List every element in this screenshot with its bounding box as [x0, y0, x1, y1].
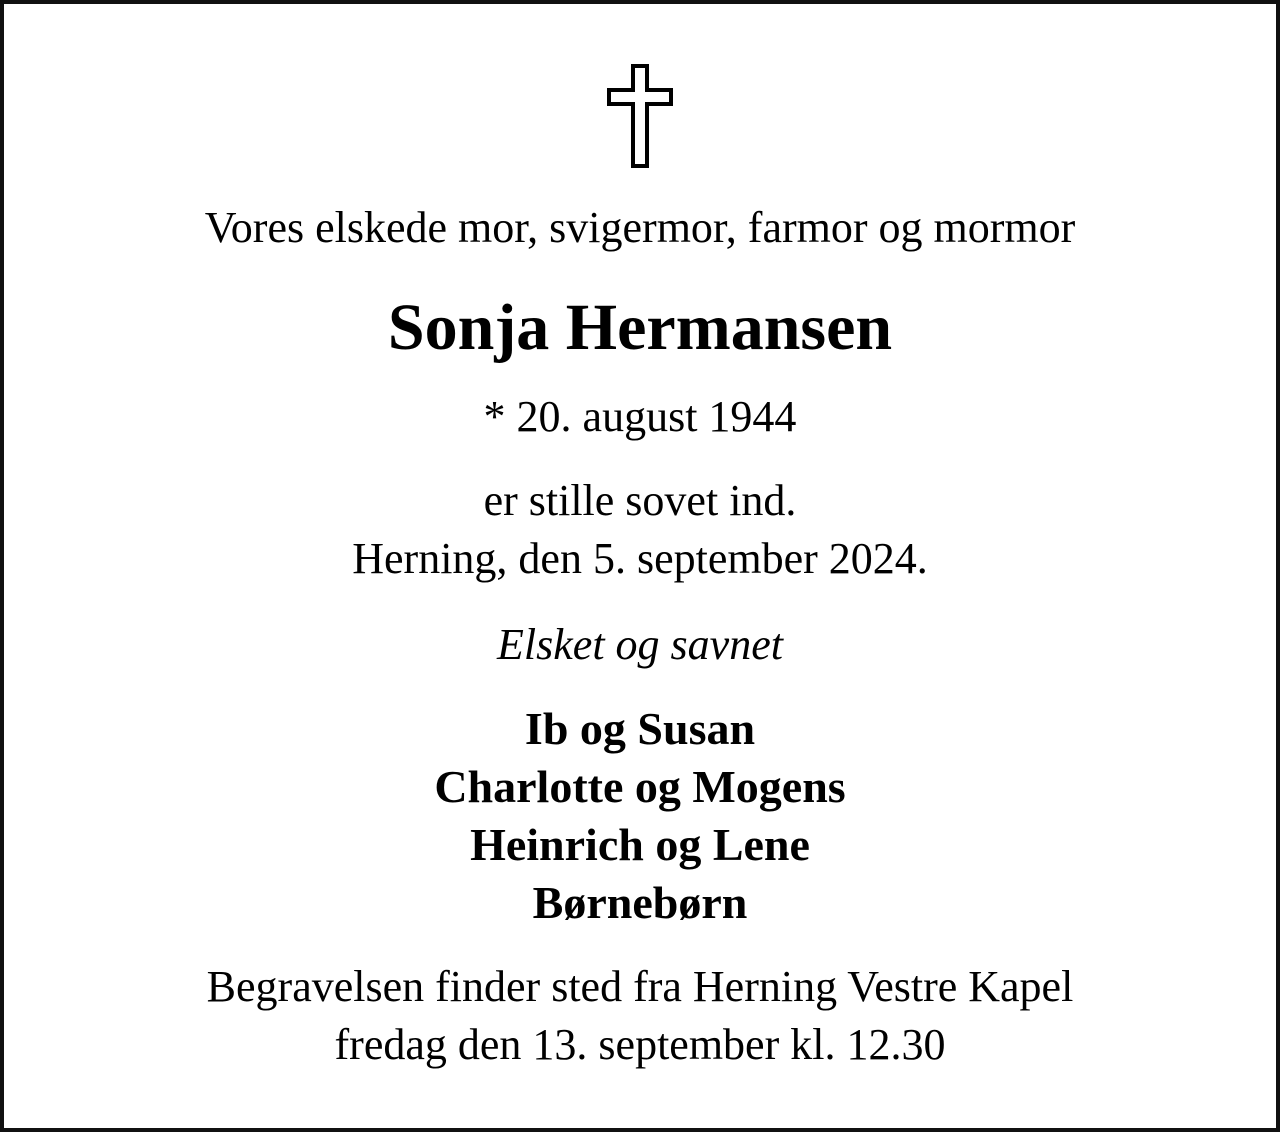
mourners-list	[0, 700, 1280, 932]
motto: Elsket og savnet	[497, 620, 783, 669]
deceased-name: Sonja Hermansen	[387, 291, 893, 364]
mourner-item: Charlotte og Mogens	[434, 761, 846, 812]
funeral-location: Begravelsen finder sted fra Herning Vestre Kapel	[206, 962, 1074, 1011]
mourner-item: Ib og Susan	[524, 703, 756, 754]
cross-icon	[607, 64, 673, 168]
mourner-item: Børnebørn	[532, 877, 748, 928]
death-place-date: Herning, den 5. september 2024.	[352, 534, 928, 583]
mourner-item: Heinrich og Lene	[470, 819, 810, 870]
intro-text: Vores elskede mor, svigermor, farmor og mormor	[204, 203, 1076, 252]
funeral-time: fredag den 13. september kl. 12.30	[334, 1020, 946, 1069]
death-statement: er stille sovet ind.	[483, 476, 797, 525]
birth-date: * 20. august 1944	[483, 392, 797, 441]
